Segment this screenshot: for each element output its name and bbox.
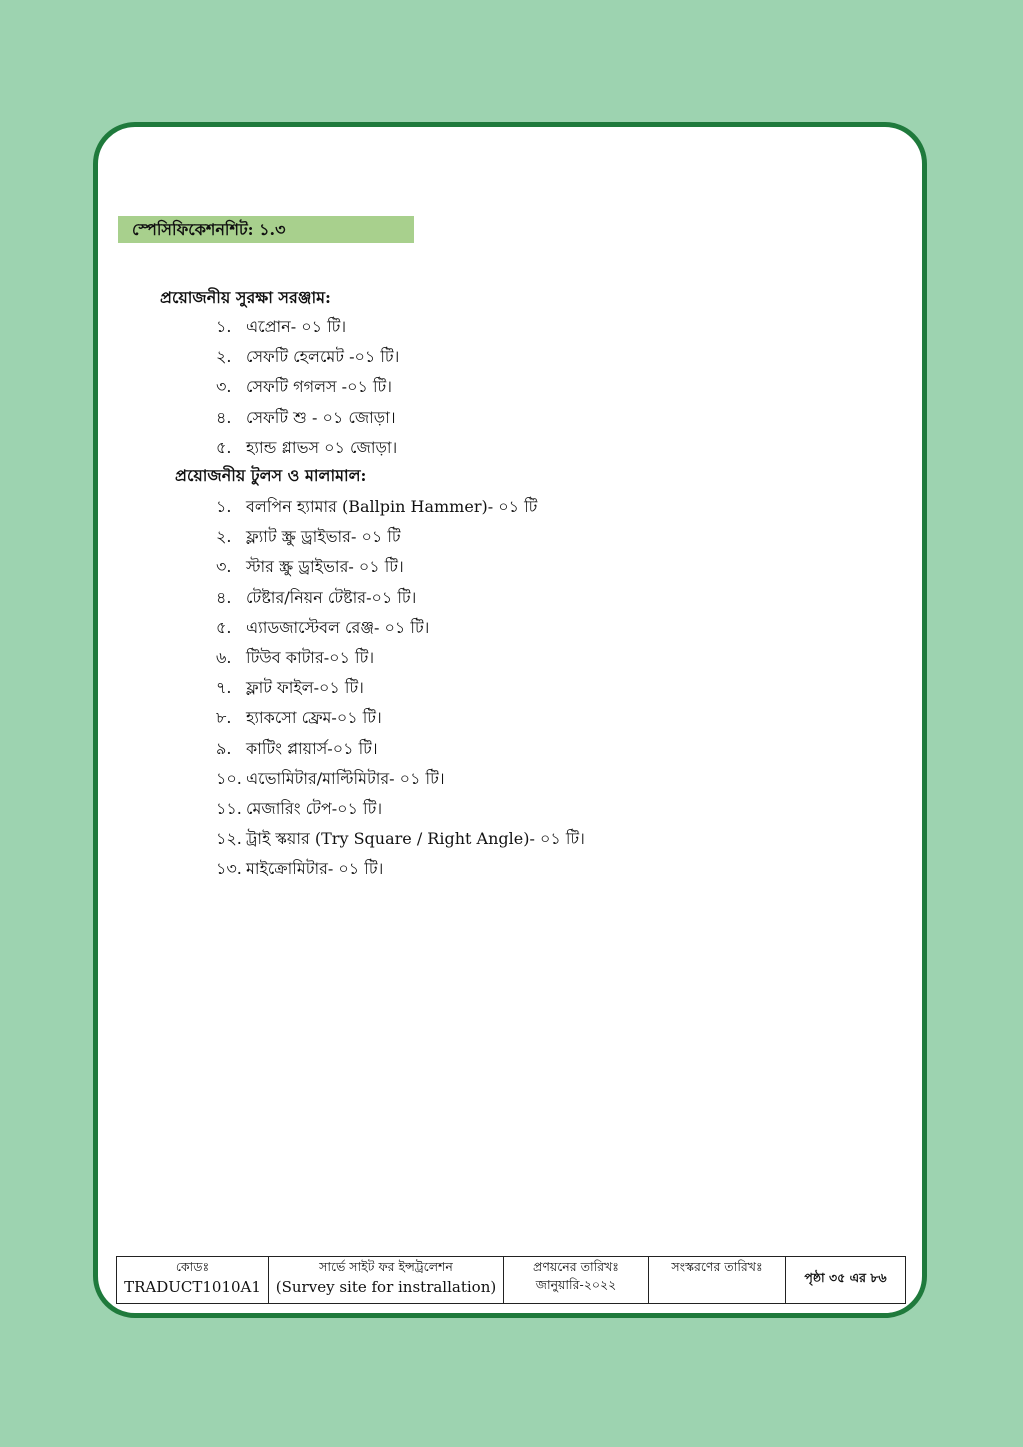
list-item-text: হ্যাকসো ফ্রেম-০১ টি। <box>246 708 382 728</box>
list-item-number: ২. <box>216 527 232 547</box>
list-item-text: টেষ্টার/নিয়ন টেষ্টার-০১ টি। <box>246 587 417 607</box>
title-bengali: সার্ভে সাইট ফর ইন্সট্রলেশন <box>319 1259 453 1274</box>
list-item-number: ৩. <box>216 377 232 397</box>
list-item-text: এ্যাডজাস্টেবল রেঞ্জ- ০১ টি। <box>246 617 430 637</box>
list-item <box>216 673 585 703</box>
spec-sheet-title: স্পেসিফিকেশনশিট: ১.৩ <box>118 216 414 243</box>
list-item <box>216 372 399 402</box>
list-item-text: মাইক্রোমিটার- ০১ টি। <box>246 859 384 879</box>
document-page <box>93 122 927 1318</box>
page-number: পৃষ্ঠা ৩৫ এর ৮৬ <box>804 1270 887 1285</box>
list-item <box>216 403 399 433</box>
list-item-text: বলপিন হ্যামার (Ballpin Hammer)- ০১ টি <box>246 497 538 516</box>
list-item <box>216 492 585 522</box>
page-number-cell <box>786 1257 906 1304</box>
list-item-number: ১৩. <box>216 859 242 879</box>
tools-materials-heading: প্রয়োজনীয় টুলস ও মালামাল: <box>175 466 367 485</box>
list-item-number: ২. <box>216 347 232 367</box>
list-item-text: সেফটি শু - ০১ জোড়া। <box>246 407 396 427</box>
list-item-text: কাটিং প্লায়ার্স-০১ টি। <box>246 738 378 758</box>
list-item <box>216 794 585 824</box>
list-item-number: ১১. <box>216 798 242 818</box>
list-item <box>216 613 585 643</box>
list-item-number: ৪. <box>216 407 232 427</box>
list-item-text: হ্যান্ড গ্লাভস ০১ জোড়া। <box>246 437 398 457</box>
preparation-date-value: জানুয়ারি-২০২২ <box>535 1277 617 1292</box>
list-item-number: ৩. <box>216 557 232 577</box>
list-item <box>216 643 585 673</box>
list-item-number: ১. <box>216 317 232 336</box>
list-item-text: ট্রাই স্কয়ার (Try Square / Right Angle)- ০১ টি। <box>246 829 585 849</box>
list-item-number: ৬. <box>216 647 232 667</box>
tools-materials-list <box>216 492 585 884</box>
list-item-number: ৭. <box>216 678 232 698</box>
list-item <box>216 433 399 463</box>
list-item <box>216 583 585 613</box>
list-item-text: এভোমিটার/মাল্টিমিটার- ০১ টি। <box>246 768 445 788</box>
list-item <box>216 824 585 854</box>
list-item-text: সেফটি হেলমেট -০১ টি। <box>246 347 400 367</box>
list-item <box>216 703 585 733</box>
list-item <box>216 764 585 794</box>
safety-equipment-heading: প্রয়োজনীয় সুরক্ষা সরঞ্জাম: <box>160 288 331 307</box>
list-item-number: ৫. <box>216 617 232 637</box>
list-item-number: ১২. <box>216 829 242 849</box>
title-cell <box>269 1257 504 1304</box>
list-item-number: ১. <box>216 497 232 516</box>
code-label: কোডঃ <box>175 1259 210 1274</box>
list-item-text: স্টার স্ক্রু ড্রাইভার- ০১ টি। <box>246 557 404 577</box>
code-value: TRADUCT1010A1 <box>124 1278 261 1296</box>
list-item-number: ৯. <box>216 738 232 758</box>
list-item <box>216 342 399 372</box>
revision-date-cell <box>649 1257 786 1304</box>
safety-equipment-list <box>216 312 399 463</box>
list-item-number: ৮. <box>216 708 232 728</box>
list-item-number: ৫. <box>216 437 232 457</box>
list-item-text: ফ্লাট ফাইল-০১ টি। <box>246 678 364 698</box>
list-item-text: মেজারিং টেপ-০১ টি। <box>246 798 383 818</box>
list-item <box>216 522 585 552</box>
list-item-text: সেফটি গগলস -০১ টি। <box>246 377 392 397</box>
preparation-date-label: প্রণয়নের তারিখঃ <box>533 1259 619 1274</box>
list-item-text: এপ্রোন- ০১ টি। <box>246 317 347 336</box>
list-item <box>216 552 585 582</box>
list-item-number: ৪. <box>216 587 232 607</box>
list-item-text: টিউব কাটার-০১ টি। <box>246 647 375 667</box>
code-cell <box>117 1257 269 1304</box>
list-item <box>216 312 399 342</box>
preparation-date-cell <box>504 1257 649 1304</box>
footer-table <box>116 1256 906 1304</box>
list-item-number: ১০. <box>216 768 242 788</box>
title-english: (Survey site for instrallation) <box>275 1278 497 1296</box>
list-item <box>216 854 585 884</box>
list-item-text: ফ্ল্যাট স্ক্রু ড্রাইভার- ০১ টি <box>246 527 401 547</box>
list-item <box>216 734 585 764</box>
revision-date-label: সংস্করণের তারিখঃ <box>671 1259 763 1274</box>
